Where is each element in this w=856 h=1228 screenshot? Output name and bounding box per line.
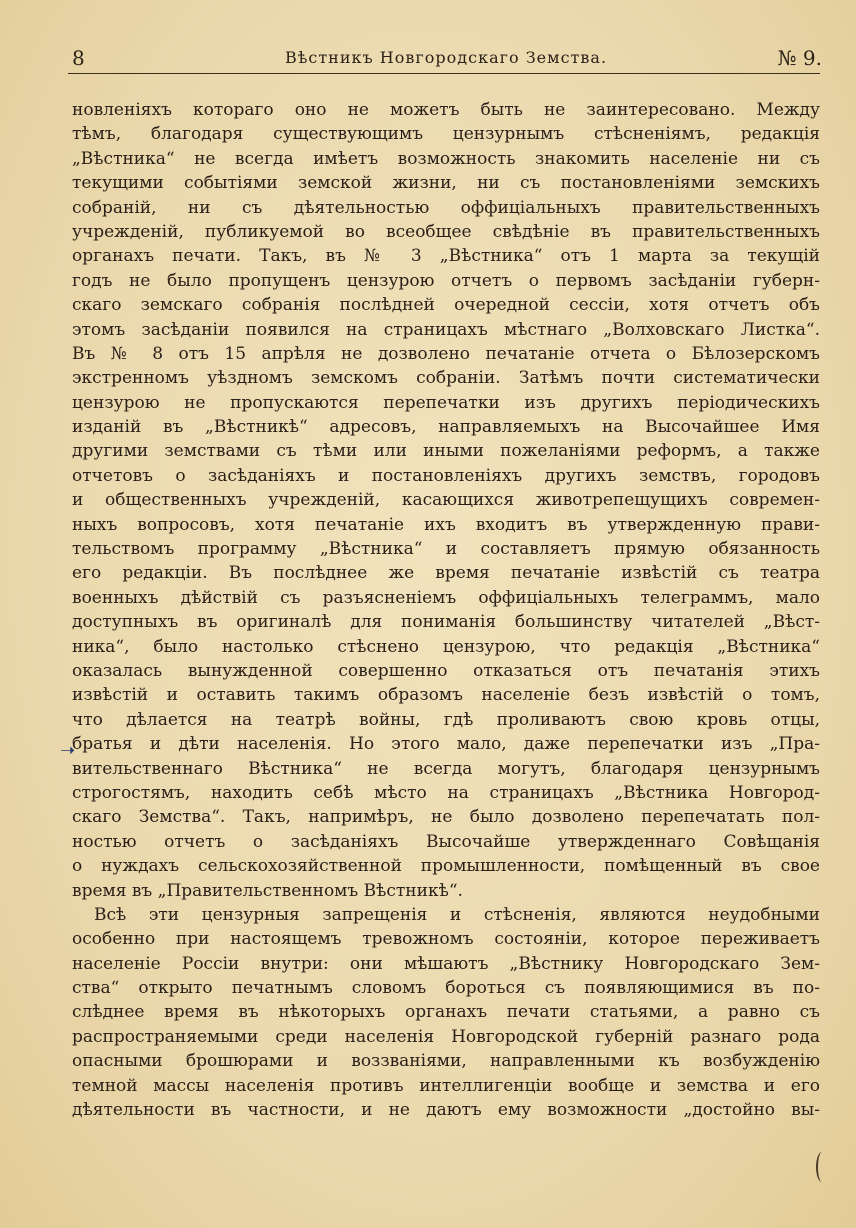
text-line: Всѣ эти цензурныя запрещенія и стѣсненія, являются неудобными xyxy=(94,904,820,925)
text-line: другими земствами съ тѣми или иными пожеланіями реформъ, а также xyxy=(72,441,820,462)
issue-number: № 9. xyxy=(777,46,822,70)
text-line: населеніе Россіи внутри: они мѣшаютъ „Вѣстнику Новгородскаго Зем- xyxy=(72,953,820,974)
page-edge-mark xyxy=(816,1152,828,1182)
page-number: 8 xyxy=(72,46,85,70)
text-line: распространяемыми среди населенія Новгородской губерній разнаго рода xyxy=(72,1026,820,1047)
text-line: ныхъ вопросовъ, хотя печатаніе ихъ входитъ въ утвержденную прави- xyxy=(72,514,820,535)
text-line: темной массы населенія противъ интеллигенціи вообще и земства и его xyxy=(72,1075,820,1096)
text-line: о нуждахъ сельскохозяйственной промышленности, помѣщенный въ свое xyxy=(72,856,820,877)
text-line: ника“, было настолько стѣснено цензурою, что редакція „Вѣстника“ xyxy=(72,636,820,657)
text-line: тельствомъ программу „Вѣстника“ и составляетъ прямую обязанность xyxy=(72,539,820,560)
text-line: строгостямъ, находить себѣ мѣсто на страницахъ „Вѣстника Новгород- xyxy=(72,782,820,803)
body-text xyxy=(72,98,820,1122)
text-line: дѣятельности въ частности, и не даютъ ему возможности „достойно вы- xyxy=(72,1100,820,1121)
journal-title: Вѣстникъ Новгородскаго Земства. xyxy=(284,48,608,67)
margin-pencil-mark: ➝ xyxy=(60,740,76,761)
text-line: время въ „Правительственномъ Вѣстникѣ“. xyxy=(72,880,463,901)
text-line: скаго Земства“. Такъ, напримѣръ, не было дозволено перепечатать пол- xyxy=(72,807,820,828)
text-line: „Вѣстника“ не всегда имѣетъ возможность знакомить населеніе ни съ xyxy=(72,148,820,169)
text-line: учрежденій, публикуемой во всеобщее свѣдѣніе въ правительственныхъ xyxy=(72,221,820,242)
text-line: его редакціи. Въ послѣднее же время печатаніе извѣстій съ театра xyxy=(72,563,820,584)
text-line: извѣстій и оставить такимъ образомъ населеніе безъ извѣстій о томъ, xyxy=(72,685,820,706)
text-line: цензурою не пропускаются перепечатки изъ другихъ періодическихъ xyxy=(72,392,820,413)
text-line: изданій въ „Вѣстникѣ“ адресовъ, направляемыхъ на Высочайшее Имя xyxy=(72,417,820,438)
text-line: военныхъ дѣйствій съ разъясненіемъ оффиціальныхъ телеграммъ, мало xyxy=(72,587,820,608)
text-line: что дѣлается на театрѣ войны, гдѣ проливаютъ свою кровь отцы, xyxy=(72,709,820,730)
text-line: слѣднее время въ нѣкоторыхъ органахъ печати статьями, а равно съ xyxy=(72,1002,820,1023)
text-line: опасными брошюрами и воззваніями, направленными къ возбужденію xyxy=(72,1051,820,1072)
text-line: скаго земскаго собранія послѣдней очередной сессіи, хотя отчетъ объ xyxy=(72,295,820,316)
text-line: органахъ печати. Такъ, въ № 3 „Вѣстника“ отъ 1 марта за текущій xyxy=(72,246,820,267)
text-line: вительственнаго Вѣстника“ не всегда могутъ, благодаря цензурнымъ xyxy=(72,758,820,779)
text-line: доступныхъ въ оригиналѣ для пониманія большинству читателей „Вѣст- xyxy=(72,612,820,633)
header-rule xyxy=(68,73,820,74)
text-line: оказалась вынужденной совершенно отказаться отъ печатанія этихъ xyxy=(72,660,820,681)
text-line: годъ не было пропущенъ цензурою отчетъ о первомъ засѣданіи губерн- xyxy=(72,270,820,291)
text-line: этомъ засѣданіи появился на страницахъ мѣстнаго „Волховскаго Листка“. xyxy=(72,319,820,340)
text-line: ностью отчетъ о засѣданіяхъ Высочайше утвержденнаго Совѣщанія xyxy=(72,831,820,852)
text-line: и общественныхъ учрежденій, касающихся животрепещущихъ современ- xyxy=(72,490,820,511)
text-line: новленіяхъ котораго оно не можетъ быть не заинтересовано. Между xyxy=(72,100,820,120)
text-line: тѣмъ, благодаря существующимъ цензурнымъ стѣсненіямъ, редакція xyxy=(72,124,820,145)
text-line: Въ № 8 отъ 15 апрѣля не дозволено печатаніе отчета о Бѣлозерскомъ xyxy=(72,343,820,364)
text-line: экстренномъ уѣздномъ земскомъ собраніи. Затѣмъ почти систематически xyxy=(72,368,820,389)
text-line: собраній, ни съ дѣятельностью оффиціальныхъ правительственныхъ xyxy=(72,197,820,218)
text-line: ства“ открыто печатнымъ словомъ бороться съ появляющимися въ по- xyxy=(72,978,820,999)
running-header xyxy=(70,46,822,72)
text-line: текущими событіями земской жизни, ни съ постановленіями земскихъ xyxy=(72,173,820,194)
text-line: особенно при настоящемъ тревожномъ состояніи, которое переживаетъ xyxy=(72,929,820,950)
text-line: отчетовъ о засѣданіяхъ и постановленіяхъ другихъ земствъ, городовъ xyxy=(72,465,820,486)
text-line: братья и дѣти населенія. Но этого мало, даже перепечатки изъ „Пра- xyxy=(72,734,820,755)
